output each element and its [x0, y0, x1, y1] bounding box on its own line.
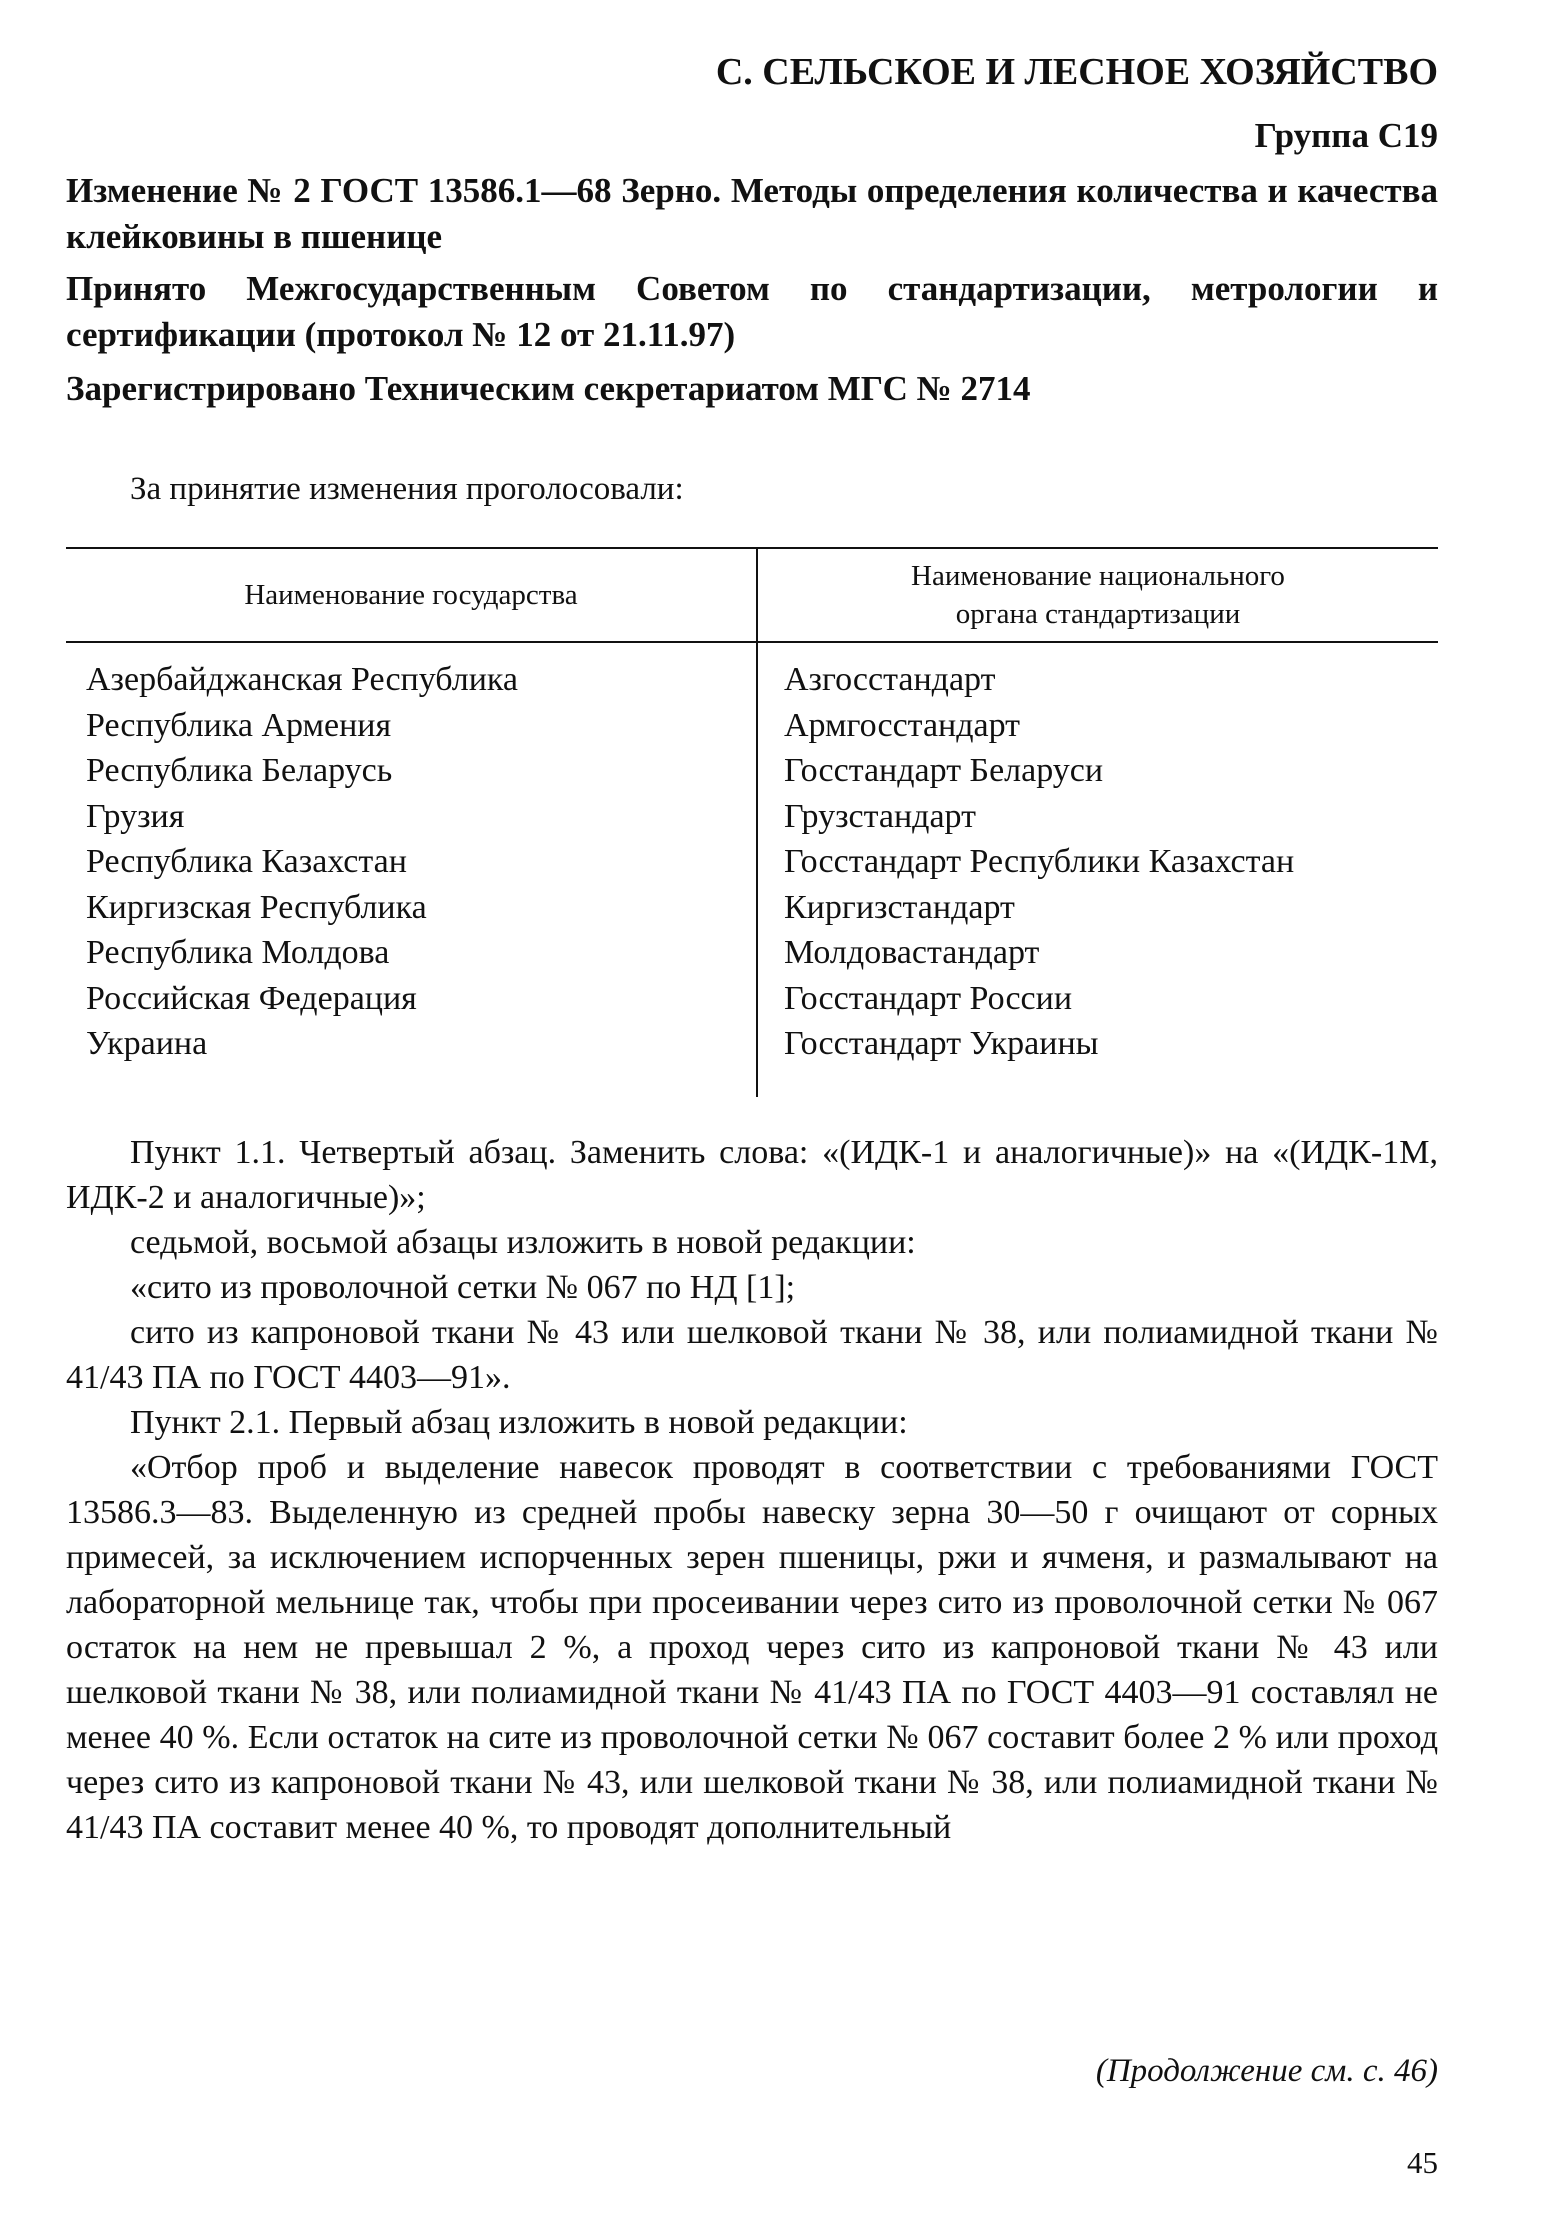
states-column — [86, 657, 746, 1067]
registration-statement: Зарегистрировано Техническим секретариатом МГС № 2714 — [66, 369, 1031, 408]
table-row-body: Госстандарт Украины — [784, 1025, 1099, 1062]
page-number: 45 — [1407, 2145, 1438, 2180]
table-row-body: Молдовастандарт — [784, 934, 1040, 971]
table-row-body: Азгосстандарт — [784, 661, 996, 698]
group-label: Группа С19 — [1254, 116, 1438, 155]
table-row-state: Российская Федерация — [86, 979, 417, 1017]
table-row-state: Республика Армения — [86, 706, 392, 744]
paragraph: «Отбор проб и выделение навесок проводят в соответствии с требованиями ГОСТ 13586.3—83. Выделенную из средней пробы навеску зерна 30—50 г очищают от сорных примесей, за исключением испорченных зерен пшеницы, ржи и ячменя, и размалывают на лабораторной мельнице так, чтобы при просеивании через сито из проволочной сетки № 067 остаток на нем не превышал 2 %, а проход через сито из капроновой ткани № 43 или шелковой ткани № 38, или полиамидной ткани № 41/43 ПА по ГОСТ 4403—91 составлял не менее 40 %. Если остаток на сите из проволочной сетки № 067 составит более 2 % или проход через сито из капроновой ткани № 43, или шелковой ткани № 38, или полиамидной ткани № 41/43 ПА составит менее 40 %, то проводят дополнительный — [66, 1449, 1438, 1846]
voted-intro: За принятие изменения проголосовали: — [130, 471, 684, 507]
table-row-state: Республика Казахстан — [86, 843, 407, 880]
table-row-body: Госстандарт Республики Казахстан — [784, 843, 1295, 880]
paragraph: Пункт 1.1. Четвертый абзац. Заменить слова: «(ИДК-1 и аналогичные)» на «(ИДК-1М, ИДК-2 и аналогичные)»; — [66, 1134, 1438, 1216]
table-row-state: Азербайджанская Республика — [86, 661, 519, 698]
paragraph: Пункт 2.1. Первый абзац изложить в новой редакции: — [130, 1404, 908, 1441]
header-state — [66, 551, 756, 639]
paragraph: «сито из проволочной сетки № 067 по НД [1]; — [130, 1269, 796, 1306]
table-row-state: Киргизская Республика — [86, 888, 427, 926]
table-header-rule — [66, 641, 1438, 643]
table-row-body: Госстандарт России — [784, 979, 1073, 1017]
table-row-state: Украина — [86, 1025, 208, 1062]
table-row-body: Киргизстандарт — [784, 888, 1015, 926]
header-body-line1: Наименование национального — [911, 560, 1285, 592]
table-row-body: Армгосстандарт — [784, 706, 1021, 744]
section-title: С. СЕЛЬСКОЕ И ЛЕСНОЕ ХОЗЯЙСТВО — [715, 51, 1438, 93]
paragraph: седьмой, восьмой абзацы изложить в новой редакции: — [130, 1224, 916, 1261]
body-text — [66, 1130, 1438, 1850]
header-national-body — [758, 551, 1438, 639]
table-row-state: Республика Молдова — [86, 934, 390, 971]
adoption-statement: Принято Межгосударственным Советом по стандартизации, метрологии и сертификации (протокол № 12 от 21.11.97) — [66, 269, 1438, 354]
table-row-state: Республика Беларусь — [86, 752, 393, 789]
header-body-line2: органа стандартизации — [955, 598, 1241, 630]
amendment-title: Изменение № 2 ГОСТ 13586.1—68 Зерно. Методы определения количества и качества клейковины в пшенице — [66, 171, 1438, 256]
paragraph: сито из капроновой ткани № 43 или шелковой ткани № 38, или полиамидной ткани № 41/43 ПА по ГОСТ 4403—91». — [66, 1314, 1438, 1396]
table-top-rule — [66, 547, 1438, 549]
table-row-state: Грузия — [86, 797, 185, 835]
table-row-body: Грузстандарт — [784, 797, 976, 835]
continued-note: (Продолжение см. с. 46) — [1095, 2053, 1438, 2089]
table-row-body: Госстандарт Беларуси — [784, 752, 1104, 789]
bodies-column — [784, 657, 1444, 1067]
header-state-label: Наименование государства — [244, 579, 578, 611]
